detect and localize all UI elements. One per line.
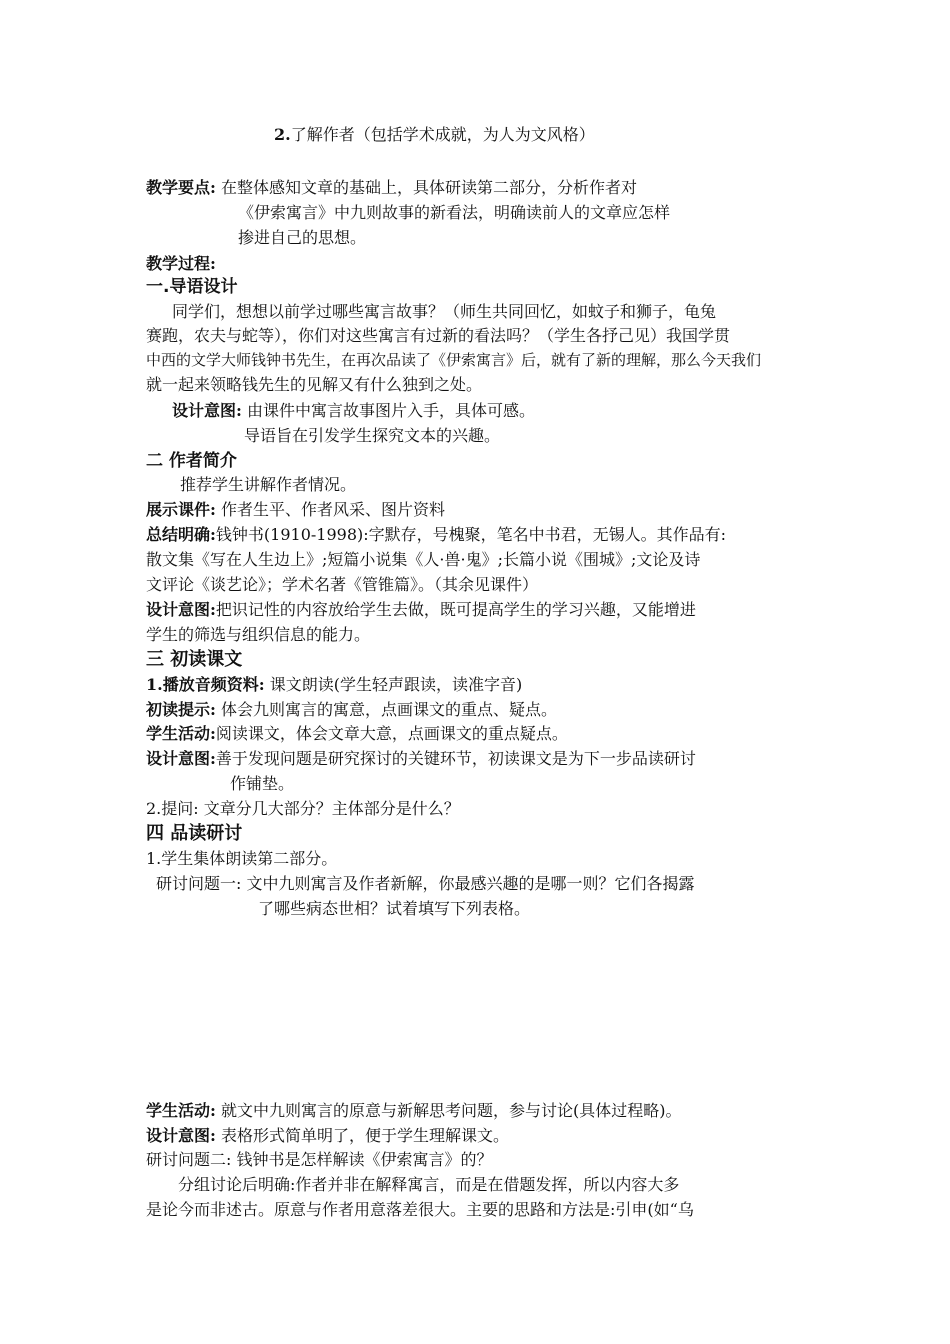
s4-activity-label: 学生活动: <box>146 1101 216 1120</box>
section-3-heading: 三 初读课文 <box>146 649 243 670</box>
s2-intent-line-2: 学生的筛选与组织信息的能力。 <box>146 625 371 644</box>
s3-audio-label: 1.播放音频资料: <box>146 675 265 694</box>
s3-intent-label: 设计意图: <box>146 749 216 768</box>
s3-tip-text: 体会九则寓言的寓意，点画课文的重点、疑点。 <box>221 700 558 719</box>
s2-summary-label: 总结明确: <box>146 525 216 544</box>
s3-activity-text: 阅读课文，体会文章大意，点画课文的重点疑点。 <box>215 724 568 743</box>
section-1-heading: 一.导语设计 <box>146 277 238 297</box>
s4-intent-text: 表格形式简单明了，便于学生理解课文。 <box>221 1126 510 1145</box>
title-number: 2. <box>274 125 291 144</box>
s3-activity-line <box>146 723 568 745</box>
title-text: 了解作者（包括学术成就，为人为文风格） <box>290 125 595 144</box>
s4-discussion-line-2: 是论今而非述古。原意与作者用意落差很大。主要的思路和方法是:引申(如“乌 <box>146 1200 694 1219</box>
key-points-line-2: 《伊索寓言》中九则故事的新看法，明确读前人的文章应怎样 <box>238 203 671 222</box>
section-2-heading: 二 作者简介 <box>146 451 237 471</box>
section-title <box>274 124 595 146</box>
s4-question-2-line <box>146 1149 493 1171</box>
s1-intent-line-1 <box>172 400 535 422</box>
s3-audio-text: 课文朗读(学生轻声跟读，读准字音) <box>269 675 523 694</box>
s1-intent-text-1: 由课件中寓言故事图片入手，具体可感。 <box>247 401 536 420</box>
s3-activity-label: 学生活动: <box>146 724 216 743</box>
s2-show-line <box>146 499 445 521</box>
key-points-line-3: 掺进自己的思想。 <box>238 228 367 247</box>
s2-intent-text-1: 把识记性的内容放给学生去做，既可提高学生的学习兴趣，又能增进 <box>215 600 696 619</box>
key-points-line-1 <box>146 177 637 199</box>
s4-question-1-text-1: 文中九则寓言及作者新解，你最感兴趣的是哪一则？它们各揭露 <box>246 874 695 893</box>
s2-show-text: 作者生平、作者风采、图片资料 <box>221 500 446 519</box>
key-points-text-1: 在整体感知文章的基础上，具体研读第二部分，分析作者对 <box>221 178 638 197</box>
s3-tip-label: 初读提示: <box>146 700 216 719</box>
s4-paragraph: 1.学生集体朗读第二部分。 <box>146 849 338 868</box>
s4-question-1-label: 研讨问题一: <box>156 874 242 893</box>
s3-intent-text-1: 善于发现问题是研究探讨的关键环节，初读课文是为下一步品读研讨 <box>215 749 696 768</box>
s3-audio-line <box>146 674 522 696</box>
s4-question-2-label: 研讨问题二: <box>146 1150 232 1169</box>
s1-paragraph-line-1: 同学们，想想以前学过哪些寓言故事？（师生共同回忆，如蚊子和狮子，龟兔 <box>172 302 717 321</box>
s1-paragraph-line-4: 就一起来领略钱先生的见解又有什么独到之处。 <box>146 375 483 394</box>
s2-show-label: 展示课件: <box>146 500 216 519</box>
s2-paragraph: 推荐学生讲解作者情况。 <box>180 475 357 494</box>
s2-summary-text-1: 钱钟书(1910-1998):字默存，号槐聚，笔名中书君，无锡人。其作品有: <box>215 525 727 544</box>
s4-intent-line <box>146 1125 509 1147</box>
s2-summary-line-3: 文评论《谈艺论》；学术名著《管锥篇》。（其余见课件） <box>146 575 539 594</box>
s4-question-1-line-2: 了哪些病态世相？试着填写下列表格。 <box>258 899 531 918</box>
section-4-heading: 四 品读研讨 <box>146 823 243 844</box>
s2-intent-line-1 <box>146 599 696 621</box>
s3-tip-line <box>146 699 557 721</box>
s4-activity-line <box>146 1100 682 1122</box>
s1-paragraph-line-2: 赛跑，农夫与蛇等），你们对这些寓言有过新的看法吗？（学生各抒己见）我国学贯 <box>146 326 731 345</box>
s4-intent-label: 设计意图: <box>146 1126 216 1145</box>
key-points-label: 教学要点: <box>146 178 216 197</box>
s4-question-1-line-1 <box>156 873 695 895</box>
s4-question-2-text: 钱钟书是怎样解读《伊索寓言》的？ <box>236 1150 493 1169</box>
process-label: 教学过程: <box>146 254 216 273</box>
s4-activity-text: 就文中九则寓言的原意与新解思考问题，参与讨论(具体过程略)。 <box>221 1101 682 1120</box>
s3-intent-line-1 <box>146 748 696 770</box>
s2-summary-line-1 <box>146 524 726 546</box>
s2-intent-label: 设计意图: <box>146 600 216 619</box>
s4-discussion-line-1: 分组讨论后明确:作者并非在解释寓言，而是在借题发挥，所以内容大多 <box>178 1175 680 1194</box>
s1-paragraph-line-3: 中西的文学大师钱钟书先生，在再次品读了《伊索寓言》后，就有了新的理解，那么今天我们 <box>146 351 762 369</box>
s2-summary-line-2: 散文集《写在人生边上》;短篇小说集《人·兽·鬼》;长篇小说《围城》;文论及诗 <box>146 550 701 569</box>
s3-question: 2.提问: 文章分几大部分？主体部分是什么？ <box>146 799 460 818</box>
s3-intent-line-2: 作铺垫。 <box>230 774 295 793</box>
s1-intent-line-2: 导语旨在引发学生探究文本的兴趣。 <box>244 426 501 445</box>
s1-intent-label: 设计意图: <box>172 401 242 420</box>
